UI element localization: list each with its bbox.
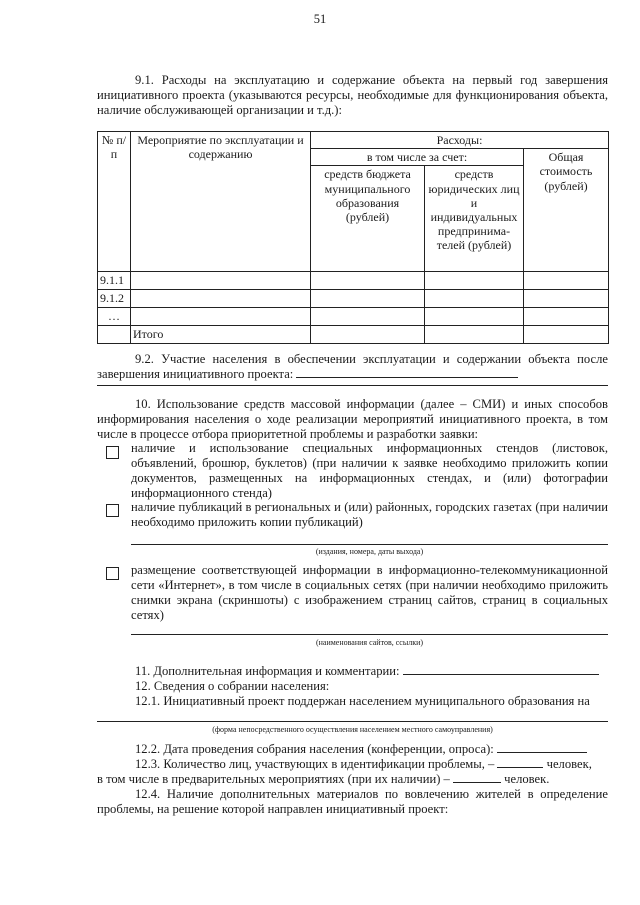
page-number: 51 [313,12,327,26]
section-12-2-label: 12.2. Дата проведения собрания населения (конференции, опроса): [135,742,494,756]
col-header-expenses: Расходы: [311,132,609,149]
preliminary-count-field[interactable] [453,782,501,783]
section-9-2-field[interactable] [296,377,518,378]
col-header-budget-funds: средств бюджета муниципального образования (рублей) [311,166,425,272]
table-cell [131,272,311,290]
table-cell [524,308,609,326]
table-cell [131,290,311,308]
section-12-2-text [135,742,608,757]
meeting-date-field[interactable] [497,752,587,753]
table-row-total [98,326,609,344]
internet-caption: (наименования сайтов, ссылки) [315,638,424,647]
table-row [98,308,609,326]
publications-field-line[interactable] [131,544,608,545]
table-cell [311,290,425,308]
section-9-1-text: 9.1. Расходы на эксплуатацию и содержание объекта на первый год завершения инициативного проекта (указываются ресурсы, необходимые для функционирования объекта, наличие обслуживающей организации и т.д.): [97,73,608,117]
section-12-1-text: 12.1. Инициативный проект поддержан населением муниципального образования на [135,694,590,708]
row-number: 9.1.2 [98,290,131,308]
participants-count-field[interactable] [497,767,543,768]
table-cell [524,326,609,344]
table-cell [524,290,609,308]
checkbox-publications-label: наличие публикаций в региональных и (или) районных, городских газетах (при наличии необходимо приложить копии публикаций) [131,500,608,529]
internet-field-line[interactable] [131,634,608,635]
table-cell [311,272,425,290]
row-number: … [98,308,131,326]
table-cell [425,290,524,308]
col-header-legal-entities: средств юридических лиц и индивидуальных предпринима-телей (рублей) [425,166,524,272]
table-cell [311,308,425,326]
section-12-text: 12. Сведения о собрании населения: [135,679,330,693]
checkbox-stands-label: наличие и использование специальных информационных стендов (листовок, объявлений, брошюр, буклетов) (при наличии к заявке необходимо приложить копии документов, размещенных на информационных стендах, и (или) фотографии информационного стенда) [131,441,608,500]
section-11-label: 11. Дополнительная информация и комментарии: [135,664,400,678]
table-cell [311,326,425,344]
section-10-text: 10. Использование средств массовой информации (далее – СМИ) и иных способов информирования населения о ходе реализации мероприятий инициативного проекта, в том числе в процессе отбора приоритетной проблемы и разработки заявки: [97,397,608,441]
table-row [98,290,609,308]
row-number: 9.1.1 [98,272,131,290]
section-12-3-line-1 [135,757,608,772]
section-12-3-label: 12.3. Количество лиц, участвующих в идентификации проблемы, – [135,757,495,771]
section-11-field[interactable] [403,674,599,675]
section-9-2-text [97,352,608,382]
col-header-event: Мероприятие по эксплуатации и содержанию [131,132,311,272]
checkbox-stands[interactable] [106,446,119,459]
expenses-table [97,131,609,344]
col-header-total-cost: Общая стоимость (рублей) [524,149,609,272]
section-12-4-text: 12.4. Наличие дополнительных материалов по вовлечению жителей в определение проблемы, на решение которой направлен инициативный проект: [97,787,608,816]
section-9-2-label: 9.2. Участие населения в обеспечении эксплуатации и содержании объекта после завершения инициативного проекта: [97,352,608,381]
checkbox-internet-label: размещение соответствующей информации в информационно-телекоммуникационной сети «Интернет», в том числе в социальных сетях (при наличии необходимо приложить снимки экрана (скриншоты) с изображением страниц сайтов, страниц в социальных сетях) [131,563,608,622]
section-11-text [135,664,608,679]
table-cell [131,308,311,326]
section-12-3-line-2 [97,772,608,787]
publications-caption: (издания, номера, даты выхода) [315,547,424,556]
table-cell [98,326,131,344]
divider-line [97,385,608,386]
section-12-3-preliminary-unit: человек. [504,772,550,786]
section-12-3-preliminary-label: в том числе в предварительных мероприятиях (при их наличии) – [97,772,450,786]
table-cell [425,272,524,290]
table-cell [425,308,524,326]
col-header-including: в том числе за счет: [311,149,524,166]
checkbox-publications[interactable] [106,504,119,517]
table-row [98,272,609,290]
table-cell [524,272,609,290]
col-header-number: № п/п [98,132,131,272]
section-12-3-unit: человек, [546,757,592,771]
section-12-1-field-line[interactable] [97,721,608,722]
table-cell [425,326,524,344]
total-label: Итого [131,326,311,344]
checkbox-internet[interactable] [106,567,119,580]
section-12-1-caption: (форма непосредственного осуществления населением местного самоуправления) [212,725,493,734]
